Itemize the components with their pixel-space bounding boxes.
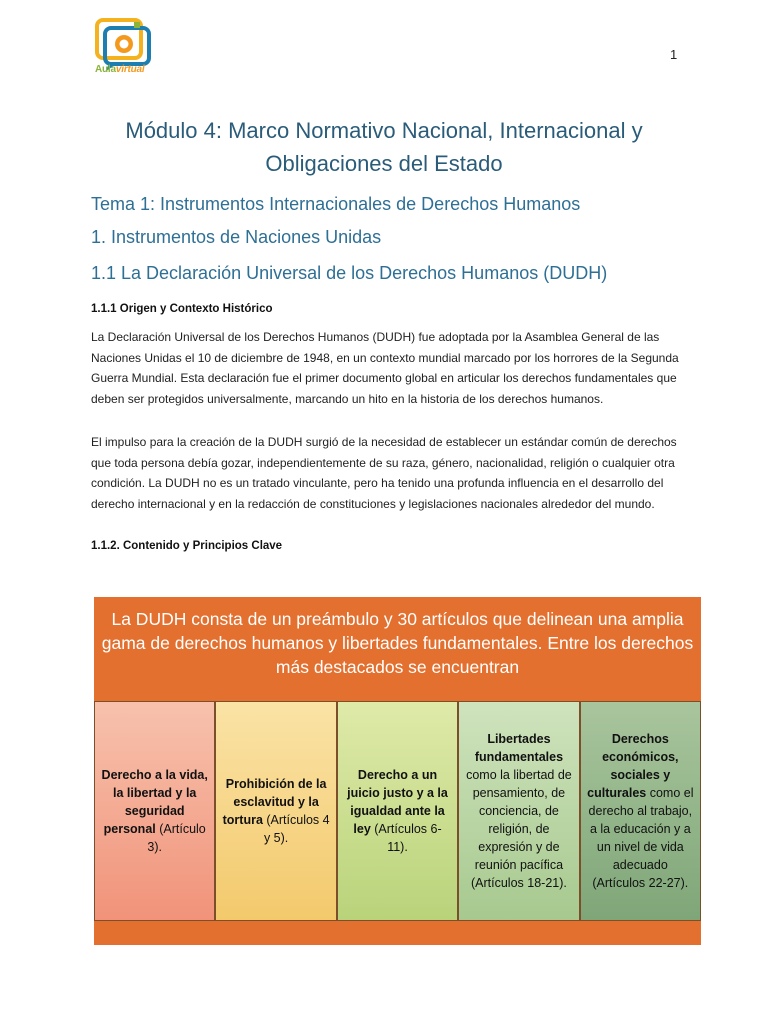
origin-paragraph-1: La Declaración Universal de los Derechos Humanos (DUDH) fue adoptada por la Asamblea General de las Naciones Unidas el 10 de diciembre de 1948, en un contexto mundial marcado por los horrores de la Segunda Guerra Mundial. Esta declaración fue el primer documento global en articular los derechos fundamentales que deben ser protegidos universalmente, marcando un hito en la historia de los derechos humanos.: [91, 330, 679, 406]
card-fair-trial: [337, 701, 458, 921]
card-slavery-prohibition: [215, 701, 336, 921]
card-text: (Artículos 4 y 5).: [262, 813, 330, 845]
rights-cards: [94, 701, 701, 921]
content-heading: 1.1.2. Contenido y Principios Clave: [91, 540, 283, 552]
logo-wordmark: [95, 64, 145, 75]
card-bold: Prohibición de la esclavitud y la tortura: [222, 777, 327, 827]
card-bold: Derecho a un juicio justo y a la igualdad ante la ley: [347, 768, 448, 836]
logo-text-main: Aula: [95, 64, 116, 75]
card-economic-social-rights: [580, 701, 701, 921]
card-text: como la libertad de pensamiento, de conciencia, de religión, de expresión y de reunión pacífica (Artículos 18-21).: [466, 768, 572, 890]
card-bold: Libertades fundamentales: [474, 732, 564, 764]
module-title: Módulo 4: Marco Normativo Nacional, Internacional y Obligaciones del Estado: [125, 118, 643, 176]
card-right-to-life: [94, 701, 215, 921]
rights-infobox: [94, 597, 701, 945]
page-number: 1: [670, 47, 678, 62]
subsection-heading: 1.1 La Declaración Universal de los Derechos Humanos (DUDH): [91, 263, 608, 283]
origin-heading: 1.1.1 Origen y Contexto Histórico: [91, 303, 273, 315]
topic-heading: Tema 1: Instrumentos Internacionales de Derechos Humanos: [91, 194, 581, 214]
infobox-header: La DUDH consta de un preámbulo y 30 artículos que delinean una amplia gama de derechos humanos y libertades fundamentales. Entre los derechos más destacados se encuentran: [101, 609, 694, 677]
card-text: (Artículos 6-11).: [370, 822, 442, 854]
card-fundamental-freedoms: [458, 701, 579, 921]
card-bold: Derecho a la vida, la libertad y la seguridad personal: [101, 768, 208, 836]
origin-paragraph-2: El impulso para la creación de la DUDH surgió de la necesidad de establecer un estándar común de derechos que toda persona debía gozar, independientemente de su raza, género, nacionalidad, religión o cualquier otra condición. La DUDH no es un tratado vinculante, pero ha tenido una profunda influencia en el desarrollo del derecho internacional y en la redacción de constituciones y legislaciones nacionales alrededor del mundo.: [91, 435, 677, 511]
card-text: como el derecho al trabajo, a la educación y a un nivel de vida adecuado (Artículos 22-27).: [588, 786, 694, 890]
logo-text-accent: virtual: [115, 64, 145, 75]
card-text: (Artículo 3).: [147, 822, 206, 854]
section-heading: 1. Instrumentos de Naciones Unidas: [91, 227, 382, 247]
card-bold: Derechos económicos, sociales y culturales: [587, 732, 679, 800]
